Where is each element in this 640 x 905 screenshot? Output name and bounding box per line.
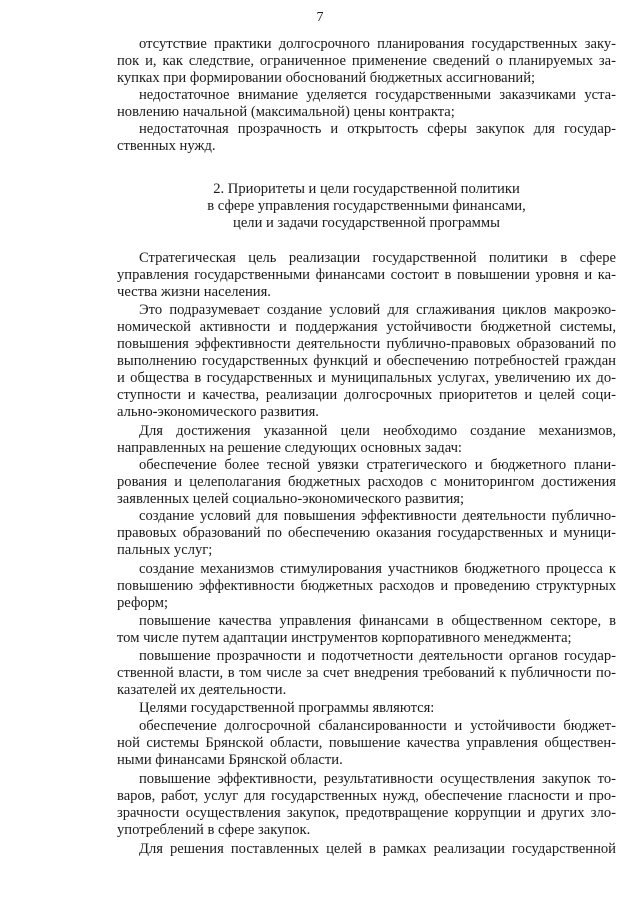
text-line: заявленных целей социально-экономического развития; [117, 491, 465, 507]
text-line: ственных нужд. [117, 138, 216, 154]
text-line: варов, работ, услуг для государственных нужд, обеспечение гласности и про- [117, 788, 616, 804]
text-line: обеспечение более тесной увязки стратегического и бюджетного плани- [139, 457, 616, 473]
text-line: Это подразумевает создание условий для сглаживания циклов макроэко- [139, 302, 616, 318]
text-line: создание условий для повышения эффективности деятельности публично- [139, 508, 616, 524]
text-line: повышению эффективности бюджетных расходов и проведению структурных [117, 578, 616, 594]
text-line: повышение качества управления финансами в общественном секторе, в [139, 613, 616, 629]
text-line: повышение прозрачности и подотчетности деятельности органов государ- [139, 648, 616, 664]
text-line: Стратегическая цель реализации государственной политики в сфере [139, 250, 616, 266]
text-line: ступности и качества, реализации долгосрочных приоритетов и целей соци- [117, 387, 616, 403]
section-heading-line: цели и задачи государственной программы [233, 215, 500, 231]
text-line: повышение эффективности, результативности осуществления закупок то- [139, 771, 616, 787]
text-line: повышения эффективности деятельности публично-правовых образований по [117, 336, 616, 352]
text-line: новлению начальной (максимальной) цены контракта; [117, 104, 455, 120]
text-line: купках при формировании обоснований бюджетных ассигнований; [117, 70, 536, 86]
text-line: обеспечение долгосрочной сбалансированности и устойчивости бюджет- [139, 718, 616, 734]
text-line: создание механизмов стимулирования участников бюджетного процесса к [139, 561, 616, 577]
text-line: Целями государственной программы являются: [139, 700, 435, 716]
text-line: недостаточная прозрачность и открытость сферы закупок для государ- [139, 121, 616, 137]
text-line: Для достижения указанной цели необходимо создание механизмов, [139, 423, 616, 439]
text-line: отсутствие практики долгосрочного планирования государственных заку- [139, 36, 616, 52]
page-number: 7 [316, 10, 324, 25]
text-line: пок и, как следствие, ограниченное применение сведений о планируемых за- [117, 53, 616, 69]
text-line: недостаточное внимание уделяется государственными заказчиками уста- [139, 87, 616, 103]
text-line: употреблений в сфере закупок. [117, 822, 311, 838]
text-line: пальных услуг; [117, 542, 213, 558]
text-line: и общества в государственных и муниципальных услугах, увеличению их до- [117, 370, 616, 386]
text-line: направленных на решение следующих основных задач: [117, 440, 462, 456]
text-line: рования и целеполагания бюджетных расходов с мониторингом достижения [117, 474, 616, 490]
text-line: том числе путем адаптации инструментов корпоративного менеджмента; [117, 630, 572, 646]
text-line: правовых образований по обеспечению оказания государственных и муници- [117, 525, 616, 541]
text-line: номической активности и поддержания устойчивости бюджетной системы, [117, 319, 616, 335]
text-line: зрачности осуществления закупок, предотвращение коррупции и других зло- [117, 805, 616, 821]
text-line: казателей их деятельности. [117, 682, 287, 698]
text-line: Для решения поставленных целей в рамках реализации государственной [139, 841, 616, 857]
text-line: управления государственными финансами состоит в повышении уровня и ка- [117, 267, 616, 283]
text-line: чества жизни населения. [117, 284, 271, 300]
section-heading-line: в сфере управления государственными финансами, [207, 198, 526, 214]
text-line: реформ; [117, 595, 169, 611]
text-line: ной системы Брянской области, повышение качества управления обществен- [117, 735, 616, 751]
text-line: ально-экономического развития. [117, 404, 319, 420]
text-line: выполнению государственных функций и обеспечению потребностей граждан [117, 353, 616, 369]
section-heading-line: 2. Приоритеты и цели государственной политики [213, 181, 520, 197]
text-line: ными финансами Брянской области. [117, 752, 343, 768]
text-line: ственной власти, в том числе за счет внедрения требований к публичности по- [117, 665, 616, 681]
